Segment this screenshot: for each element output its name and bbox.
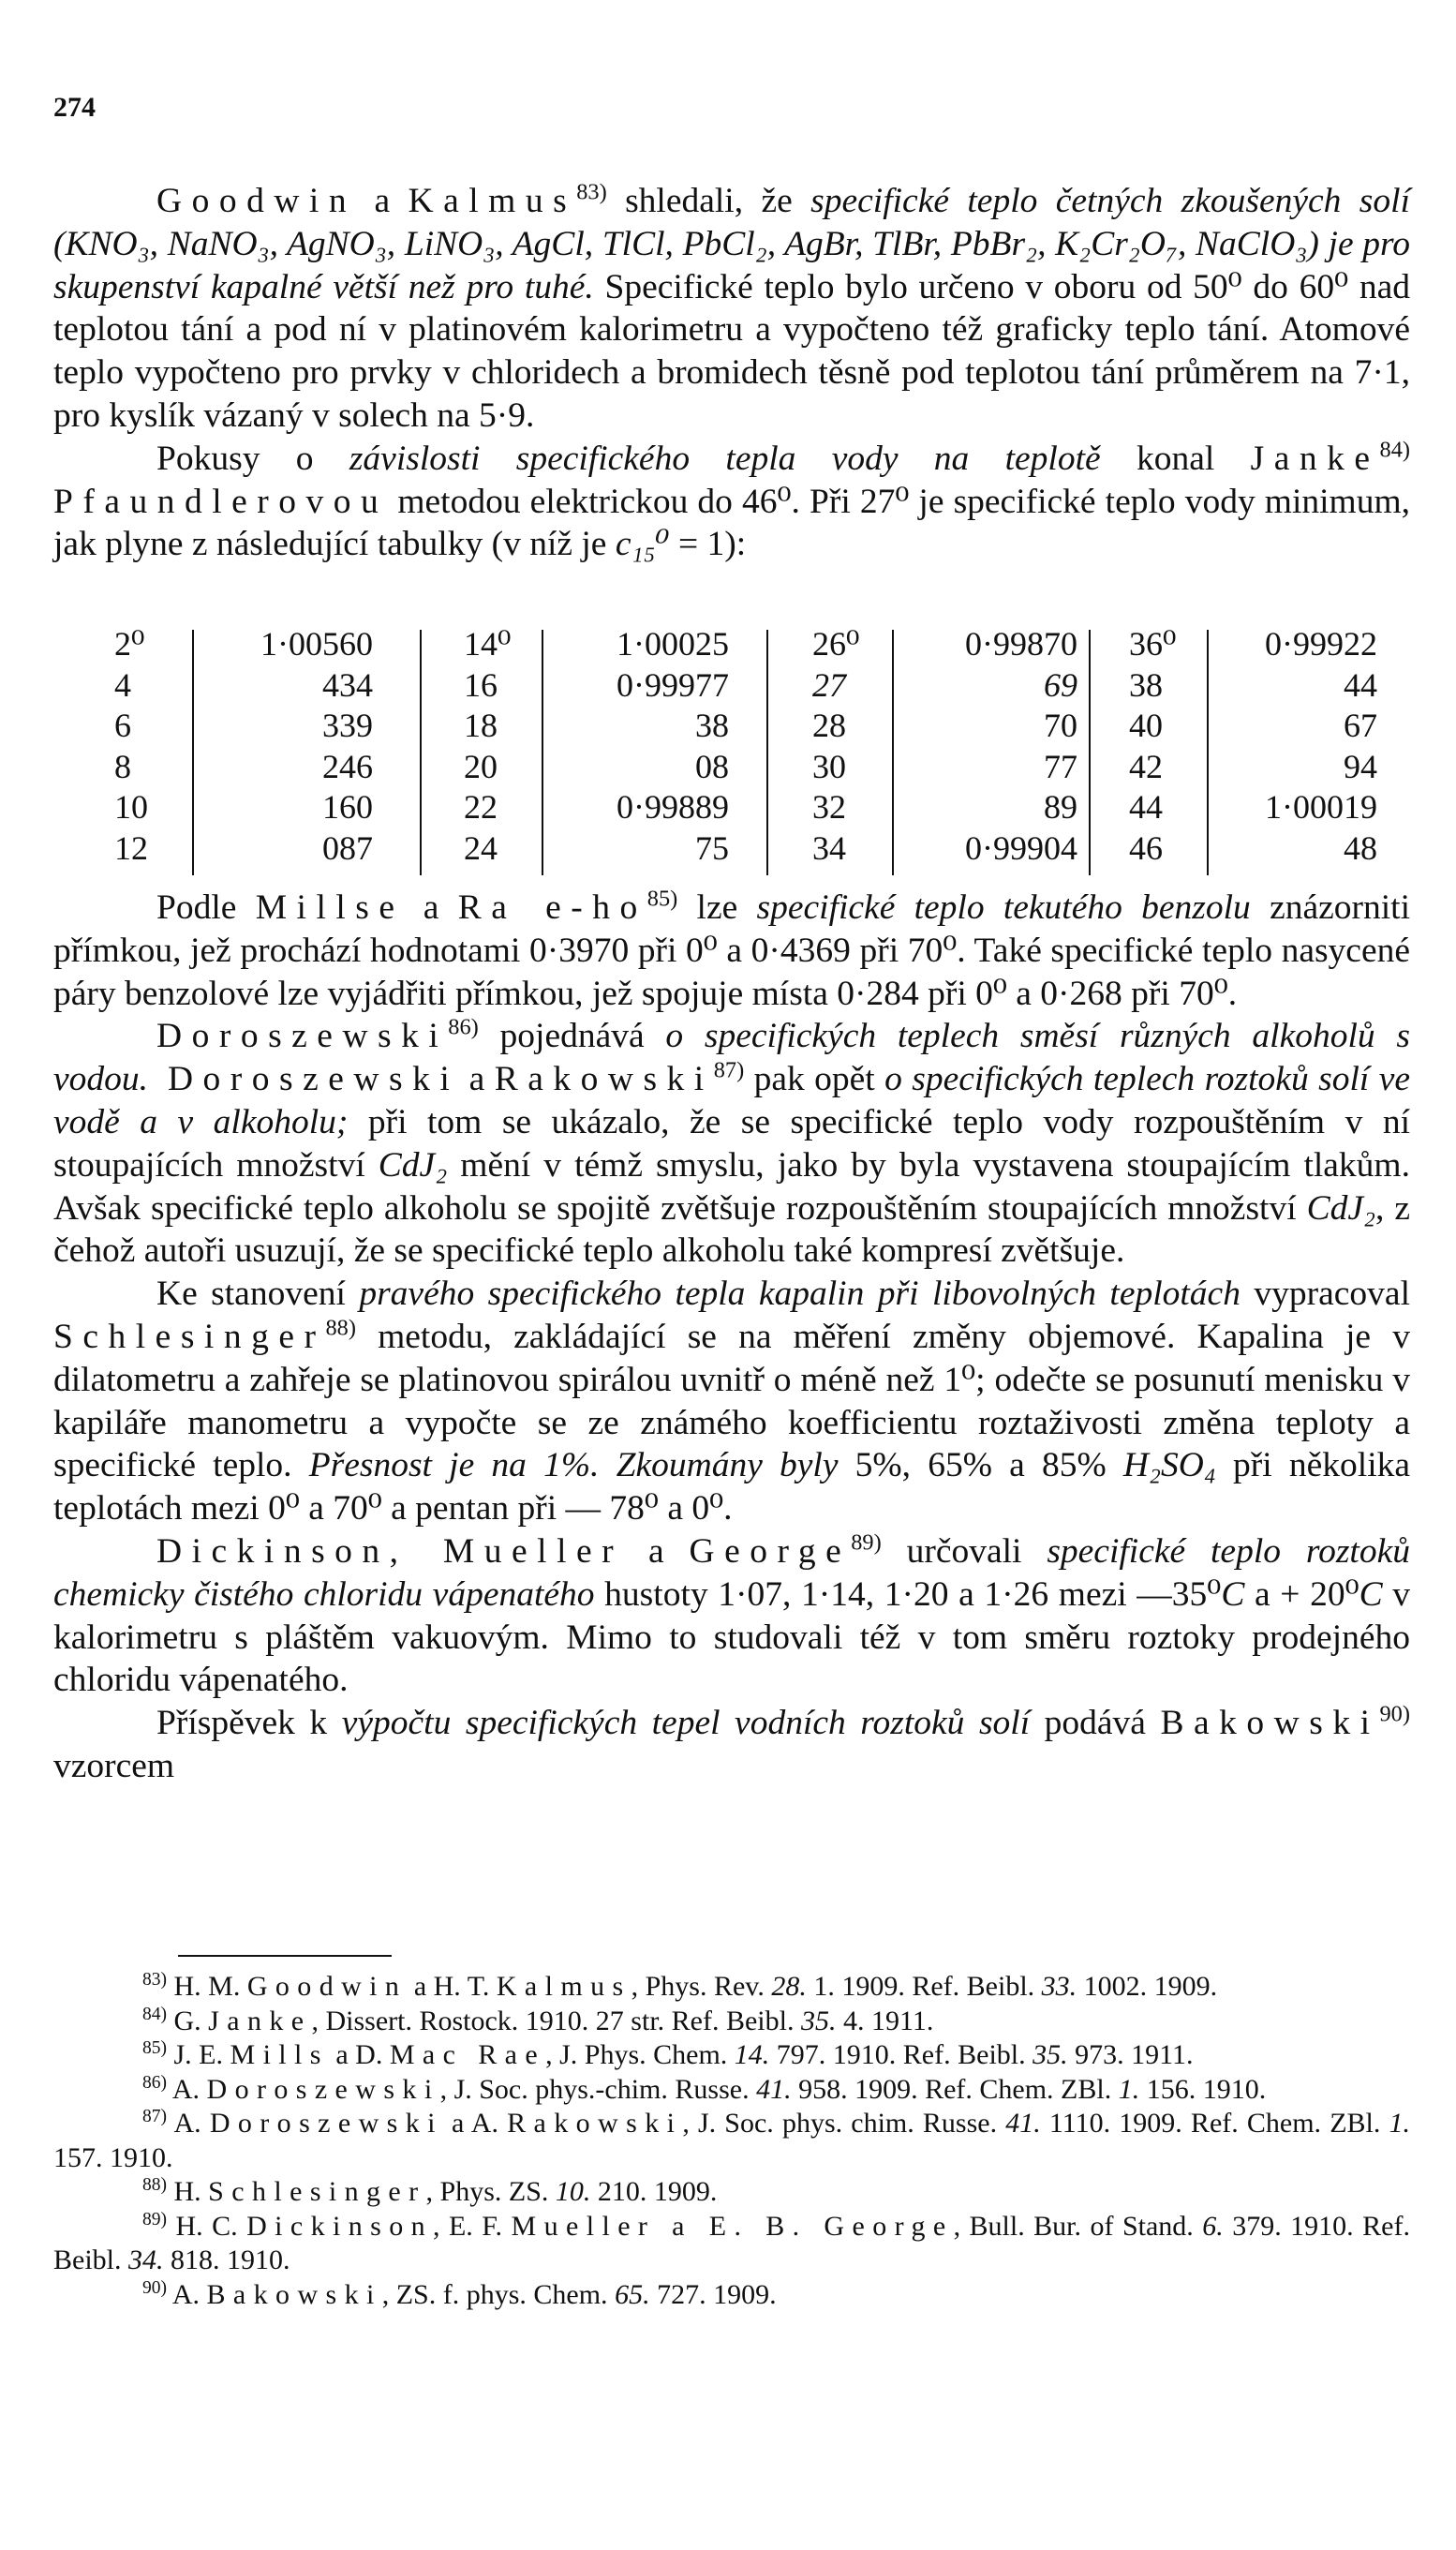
footnote	[53, 2175, 1410, 2210]
paragraph-goodwin	[53, 180, 1410, 438]
text-run: při několika teplotách mezi 0⁰ a 70⁰ a pentan při — 78⁰ a 0⁰.	[53, 1446, 1411, 1529]
table-cell: 0·99870	[965, 625, 1077, 663]
text-run: a H. T.	[407, 1971, 497, 2002]
text-run: určovali	[881, 1531, 1047, 1571]
italic-run: o specifických teplech roztoků solí ve vodě a v alkoholu;	[53, 1060, 1410, 1141]
footnote-mark: 83)	[142, 1970, 167, 1990]
italic-run: H₂SO₄	[1122, 1446, 1216, 1485]
text-run: a	[459, 1060, 495, 1099]
table-cell: 44	[1344, 665, 1377, 704]
italic-run: specifické teplo roztoků chemicky čistého chloridu vápenatého	[53, 1531, 1410, 1614]
italic-run: CdJ₂	[1306, 1188, 1376, 1228]
table-cell: 27	[812, 665, 846, 704]
author-name: Pfaundlerovou	[53, 482, 389, 521]
text-run: , J. Phys. Chem.	[545, 2039, 735, 2070]
table-cell: 36⁰	[1129, 625, 1177, 663]
footnote-mark: 86)	[142, 2072, 167, 2093]
text-run: 973. 1911.	[1067, 2039, 1194, 2070]
footnote-mark: 88)	[142, 2175, 167, 2195]
text-run: , J. Soc. phys.-chim. Russe.	[439, 2073, 757, 2105]
text-run: , Bull. Bur. of Stand.	[953, 2210, 1203, 2242]
table-cell: 26⁰	[812, 625, 860, 663]
footnote	[53, 1970, 1410, 2005]
italic-run: 35.	[1033, 2039, 1068, 2070]
author-name: Mueller	[408, 1531, 624, 1571]
footnote	[53, 2210, 1410, 2278]
text-run: A.	[167, 2073, 207, 2105]
table-cell: 246	[322, 747, 373, 785]
table-divider	[892, 630, 894, 875]
table-cell: 1·00019	[1265, 788, 1377, 826]
author-name: Doroszewski	[209, 2108, 443, 2139]
table-cell: 44	[1129, 788, 1163, 826]
table-cell: 69	[1044, 665, 1077, 704]
table-col-value-3	[918, 624, 1077, 869]
table-cell: 18	[464, 707, 498, 744]
table-col-temp-1	[114, 624, 171, 869]
author-name: Bakowski	[206, 2278, 382, 2310]
text-run: H.	[167, 2176, 209, 2207]
author-name: Millse	[255, 888, 405, 927]
footnote-mark: 87)	[142, 2107, 167, 2126]
table-cell: 2⁰	[114, 625, 145, 663]
table-cell: 38	[695, 707, 729, 744]
italic-run: 41.	[756, 2073, 792, 2105]
table-cell: 4	[114, 665, 131, 704]
footnote	[53, 2005, 1410, 2039]
footnote-ref[interactable]: 87)	[713, 1057, 745, 1083]
table-cell: 08	[695, 747, 729, 785]
table-cell: 24	[464, 828, 498, 867]
footnote-mark: 90)	[142, 2277, 167, 2298]
table-cell: 339	[322, 707, 373, 744]
text-run: 1. 1909. Ref. Beibl.	[806, 1971, 1042, 2002]
footnote	[53, 2107, 1410, 2175]
footnote	[53, 2038, 1410, 2073]
table-cell: 1·00560	[260, 625, 373, 663]
text-run: Ke stanovení	[156, 1275, 360, 1314]
text-run: = 1):	[669, 525, 747, 564]
text-run: , Phys. ZS.	[425, 2176, 556, 2207]
italic-run: 35.	[800, 2005, 837, 2036]
italic-run: výpočtu specifických tepel vodních roztoků solí	[341, 1704, 1031, 1743]
paragraph-dickinson	[53, 1530, 1410, 1702]
footnote	[53, 2278, 1410, 2313]
table-cell: 0·99904	[965, 828, 1077, 867]
italic-run: závislosti specifického tepla vody na teplotě	[349, 439, 1101, 478]
italic-run: c₁₅⁰	[615, 525, 670, 564]
italic-run: specifické teplo četných zkoušených solí (KNO₃, NaNO₃, AgNO₃, LiNO₃, AgCl, TlCl, PbCl₂, AgBr, TlBr, PbBr₂, K₂Cr₂O₇, NaClO₃) je pro skupenství kapalné větší než pro tuhé.	[53, 182, 1410, 306]
text-run: 958. 1909. Ref. Chem. ZBl.	[791, 2073, 1119, 2105]
author-name: Doroszewski	[148, 1060, 460, 1099]
table-cell: 1·00025	[617, 625, 729, 663]
table-cell: 32	[812, 788, 846, 826]
text-run: Podle	[156, 888, 256, 927]
footnote-ref[interactable]: 89)	[851, 1529, 882, 1556]
table-col-temp-2	[464, 624, 529, 869]
author-name: Kalmus	[496, 1971, 631, 2002]
table-col-value-4	[1227, 624, 1377, 869]
text-run: H. C.	[167, 2210, 247, 2242]
italic-run: 1.	[1118, 2073, 1140, 2105]
author-name: Dickinson,	[156, 1531, 409, 1571]
author-name: Mills	[230, 2039, 329, 2070]
text-run: znázorniti přímkou, jež prochází hodnotami 0·3970 při 0⁰ a 0·4369 při 70⁰. Také specifické teplo nasycené páry benzolové lze vyjádřiti přímkou, jež spojuje místa 0·284 při 0⁰ a 0·268 při 70⁰.	[53, 888, 1410, 1013]
table-cell: 34	[812, 828, 846, 867]
text-run: mění v témž smyslu, jako by byla vystavena stoupajícím tlakům. Avšak specifické teplo alkoholu se spojitě zvětšuje rozpouštěním stoupajících množství	[53, 1145, 1410, 1228]
text-run: 1002. 1909.	[1077, 1971, 1218, 2002]
italic-run: 14.	[734, 2039, 770, 2070]
italic-run: CdJ₂	[378, 1145, 448, 1185]
table-cell: 16	[464, 665, 498, 704]
text-run: shledali, že	[606, 182, 811, 220]
text-run: , Dissert. Rostock. 1910. 27 str. Ref. Beibl.	[311, 2005, 801, 2036]
italic-run: 6.	[1202, 2210, 1224, 2242]
text-run: 4. 1911.	[836, 2005, 934, 2036]
author-name: Mac Rae	[389, 2039, 546, 2070]
text-run: a	[623, 1531, 690, 1571]
text-run: A.	[167, 2108, 210, 2139]
text-run: a	[404, 888, 458, 927]
table-cell: 42	[1129, 747, 1163, 785]
table-divider	[192, 630, 194, 875]
table-cell: 46	[1129, 828, 1163, 867]
footnote-ref[interactable]: 88)	[325, 1315, 356, 1341]
author-name: Janke	[1250, 439, 1380, 478]
author-name: Rakowski	[507, 2108, 683, 2139]
table-col-temp-3	[812, 624, 878, 869]
italic-run: 28.	[771, 1971, 807, 2002]
text-run: , E. F.	[433, 2210, 512, 2242]
table-cell: 77	[1044, 747, 1077, 785]
author-name: Janke	[208, 2005, 312, 2036]
paragraph-janke	[53, 438, 1410, 566]
author-name: George	[689, 1531, 852, 1571]
table-cell: 22	[464, 788, 498, 826]
italic-run: pravého specifického tepla kapalin při libovolných teplotách	[359, 1275, 1241, 1314]
text-run: 797. 1910. Ref. Beibl.	[769, 2039, 1033, 2070]
text-run: a D.	[328, 2039, 390, 2070]
text-run: v kalorimetru s pláštěm vakuovým. Mimo to studovali též v tom směru roztoky prodejného chloridu vápenatého.	[53, 1574, 1411, 1700]
text-run: 156. 1910.	[1139, 2073, 1267, 2105]
text-run: vzorcem	[53, 1746, 175, 1785]
table-cell: 67	[1344, 707, 1377, 744]
author-name: Schlesinger	[208, 2176, 426, 2207]
table-cell: 12	[114, 828, 148, 867]
italic-run: 33.	[1041, 1971, 1077, 2002]
table-cell: 89	[1044, 788, 1077, 826]
text-run: G.	[167, 2005, 209, 2036]
text-run: A.	[167, 2278, 207, 2310]
paragraph-doroszewski	[53, 1015, 1410, 1273]
author-name: Bakowski	[1160, 1704, 1380, 1743]
table-col-temp-4	[1129, 624, 1195, 869]
italic-run: 10.	[555, 2176, 591, 2207]
italic-run: 1.	[1389, 2108, 1411, 2139]
table-col-value-1	[225, 624, 373, 869]
text-run: a + 20⁰	[1244, 1574, 1359, 1614]
footnote-mark: 85)	[142, 2038, 167, 2058]
text-run: Specifické teplo bylo určeno v oboru od 50⁰ do 60⁰ nad teplotou tání a pod ní v platinovém kalorimetru a vypočteno též graficky teplo tání. Atomové teplo vypočteno pro prvky v chloridech a bromidech těsně pod teplotou tání průměrem na 7·1, pro kyslík vázaný v solech na 5·9.	[53, 267, 1410, 435]
table-cell: 20	[464, 747, 498, 785]
footnote-ref[interactable]: 85)	[646, 886, 678, 912]
text-run: hustoty 1·07, 1·14, 1·20 a 1·26 mezi —35⁰	[594, 1574, 1222, 1614]
footnote-ref[interactable]: 86)	[448, 1014, 479, 1040]
text-run: 379. 1910. Ref. Beibl.	[53, 2210, 1410, 2275]
text-run: podává	[1030, 1704, 1161, 1743]
author-name: Rakowski	[494, 1060, 714, 1099]
italic-run: specifické teplo tekutého benzolu	[756, 888, 1251, 927]
table-cell: 40	[1129, 707, 1163, 744]
table-cell: 10	[114, 788, 148, 826]
table-cell: 0·99922	[1265, 625, 1377, 663]
author-name: Ra e-ho	[457, 888, 647, 927]
page-number: 274	[53, 92, 96, 123]
footnote-rule	[178, 1955, 392, 1957]
author-name: Dickinson	[246, 2210, 434, 2242]
table-cell: 087	[322, 828, 373, 867]
table-cell: 434	[322, 665, 373, 704]
text-run: a A.	[442, 2108, 508, 2139]
table-divider	[1207, 630, 1209, 875]
text-run: metodou elektrickou do 46⁰. Při 27⁰ je specifické teplo vody minimum, jak plyne z následující tabulky (v níž je	[53, 482, 1410, 564]
text-run: 727. 1909.	[649, 2278, 777, 2310]
italic-run: o specifických teplech směsí různých alkoholů s vodou.	[53, 1017, 1410, 1099]
text-run: pojednává	[478, 1017, 666, 1056]
table-cell: 28	[812, 707, 846, 744]
text-run: H. M.	[167, 1971, 247, 2002]
text-run: 818. 1910.	[163, 2244, 290, 2275]
table-divider	[766, 630, 768, 875]
text-run: J. E.	[167, 2039, 230, 2070]
author-name: Schlesinger	[53, 1317, 326, 1356]
italic-run: 41.	[1005, 2108, 1041, 2139]
table-col-value-2	[572, 624, 729, 869]
table-cell: 0·99889	[617, 788, 729, 826]
text-run: vypracoval	[1240, 1275, 1410, 1314]
table-divider	[420, 630, 422, 875]
table-cell: 75	[695, 828, 729, 867]
text-run: pak opět	[744, 1060, 885, 1099]
table-cell: 6	[114, 707, 131, 744]
text-run: 1110. 1909. Ref. Chem. ZBl.	[1040, 2108, 1389, 2139]
table-cell: 30	[812, 747, 846, 785]
author-name: Goodwin	[246, 1971, 408, 2002]
table-cell: 94	[1344, 747, 1377, 785]
table-cell: 14⁰	[464, 625, 512, 663]
table-cell: 48	[1344, 828, 1377, 867]
table-divider	[542, 630, 543, 875]
text-run: konal	[1100, 439, 1251, 478]
author-name: Goodwin	[156, 182, 357, 220]
footnote-mark: 84)	[142, 2004, 167, 2024]
author-name: Doroszewski	[156, 1017, 449, 1056]
footnotes	[53, 1970, 1410, 2312]
text-run: a	[356, 182, 409, 220]
text-run: , ZS. f. phys. Chem.	[381, 2278, 616, 2310]
text-run: , Phys. Rev.	[631, 1971, 772, 2002]
text-run: metodu, zakládající se na měření změny objemové. Kapalina je v dilatometru a zahřeje se platinovou spirálou uvnitř o méně než 1⁰; odečte se posunutí menisku v kapiláře manometru a vypočte se ze známého koefficientu roztaživosti změna teploty a specifické teplo.	[53, 1317, 1410, 1485]
italic-run: C	[1221, 1574, 1245, 1614]
author-name: Mueller a E. B. George	[511, 2210, 954, 2242]
text-run: Příspěvek k	[156, 1704, 342, 1743]
paragraph-bakowski	[53, 1702, 1410, 1788]
text-run: při tom se ukázalo, že se specifické teplo vody rozpouštěním v ní stoupajících množství	[53, 1102, 1410, 1185]
footnote-mark: 89)	[142, 2209, 167, 2229]
italic-run: 65.	[615, 2278, 650, 2310]
table-cell: 0·99977	[617, 665, 729, 704]
text-run: , J. Soc. phys. chim. Russe.	[682, 2108, 1006, 2139]
table-cell: 160	[322, 788, 373, 826]
table-cell: 8	[114, 747, 131, 785]
italic-run: C	[1359, 1574, 1383, 1614]
italic-run: 34.	[128, 2244, 164, 2275]
text-run: 210. 1909.	[590, 2176, 718, 2207]
text-run: Pokusy o	[156, 439, 349, 478]
text-run: lze	[677, 888, 757, 927]
table-cell: 38	[1129, 665, 1163, 704]
text-run: , z čehož autoři usuzují, že se specifické teplo alkoholu také kompresí zvětšuje.	[53, 1188, 1410, 1271]
footnote-ref[interactable]: 83)	[576, 179, 607, 205]
text-run: 5%, 65% a 85%	[838, 1446, 1123, 1485]
main-text-upper	[53, 180, 1410, 566]
author-name: Kalmus	[408, 182, 577, 220]
table-cell: 70	[1044, 707, 1077, 744]
footnote-ref[interactable]: 84)	[1379, 437, 1410, 463]
paragraph-schlesinger	[53, 1273, 1410, 1530]
paragraph-mills	[53, 887, 1410, 1015]
footnote-ref[interactable]: 90)	[1379, 1701, 1410, 1727]
main-text-lower	[53, 887, 1410, 1788]
footnote	[53, 2073, 1410, 2108]
text-run: 157. 1910.	[53, 2141, 173, 2173]
author-name: Doroszewski	[206, 2073, 440, 2105]
italic-run: Přesnost je na 1%. Zkoumány byly	[308, 1446, 839, 1485]
table-divider	[1089, 630, 1091, 875]
